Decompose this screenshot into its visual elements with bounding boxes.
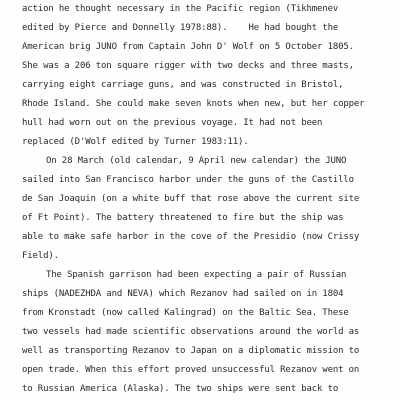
paragraph-first-line: The Spanish garrison had been expecting a pair of Russian: [46, 270, 347, 280]
text-line: Rhode Island. She could make seven knots when new, but her copper: [22, 99, 365, 109]
text-line: Field).: [22, 251, 59, 261]
text-line: American brig JUNO from Captain John D' Wolf on 5 October 1805.: [22, 42, 354, 52]
text-line: She was a 206 ton square rigger with two decks and three masts,: [22, 61, 354, 71]
text-line: open trade. When this effort proved unsuccessful Rezanov went on: [22, 365, 360, 375]
text-line: well as transporting Rezanov to Japan on a diplomatic mission to: [22, 346, 360, 356]
text-line: edited by Pierce and Donnelly 1978:88). He had bought the: [22, 23, 339, 33]
text-line: sailed into San Francisco harbor under the guns of the Castillo: [22, 175, 354, 185]
text-line: replaced (D'Wolf edited by Turner 1983:11).: [22, 137, 249, 147]
text-line: carrying eight carriage guns, and was constructed in Bristol,: [22, 80, 344, 90]
text-line: action he thought necessary in the Pacific region (Tikhmenev: [22, 4, 339, 14]
text-line: of Ft Point). The battery threatened to fire but the ship was: [22, 213, 344, 223]
text-line: de San Joaquin (on a white buff that rose above the current site: [22, 194, 360, 204]
text-line: to Russian America (Alaska). The two ships were sent back to: [22, 384, 339, 394]
text-line: from Kronstadt (now called Kalingrad) on the Baltic Sea. These: [22, 308, 349, 318]
text-line: able to make safe harbor in the cove of the Presidio (now Crissy: [22, 232, 360, 242]
text-line: hull had worn out on the previous voyage. It had not been: [22, 118, 323, 128]
paragraph-first-line: On 28 March (old calendar, 9 April new calendar) the JUNO: [46, 156, 347, 166]
text-line: two vessels had made scientific observations around the world as: [22, 327, 360, 337]
text-line: ships (NADEZHDA and NEVA) which Rezanov had sailed on in 1804: [22, 289, 344, 299]
